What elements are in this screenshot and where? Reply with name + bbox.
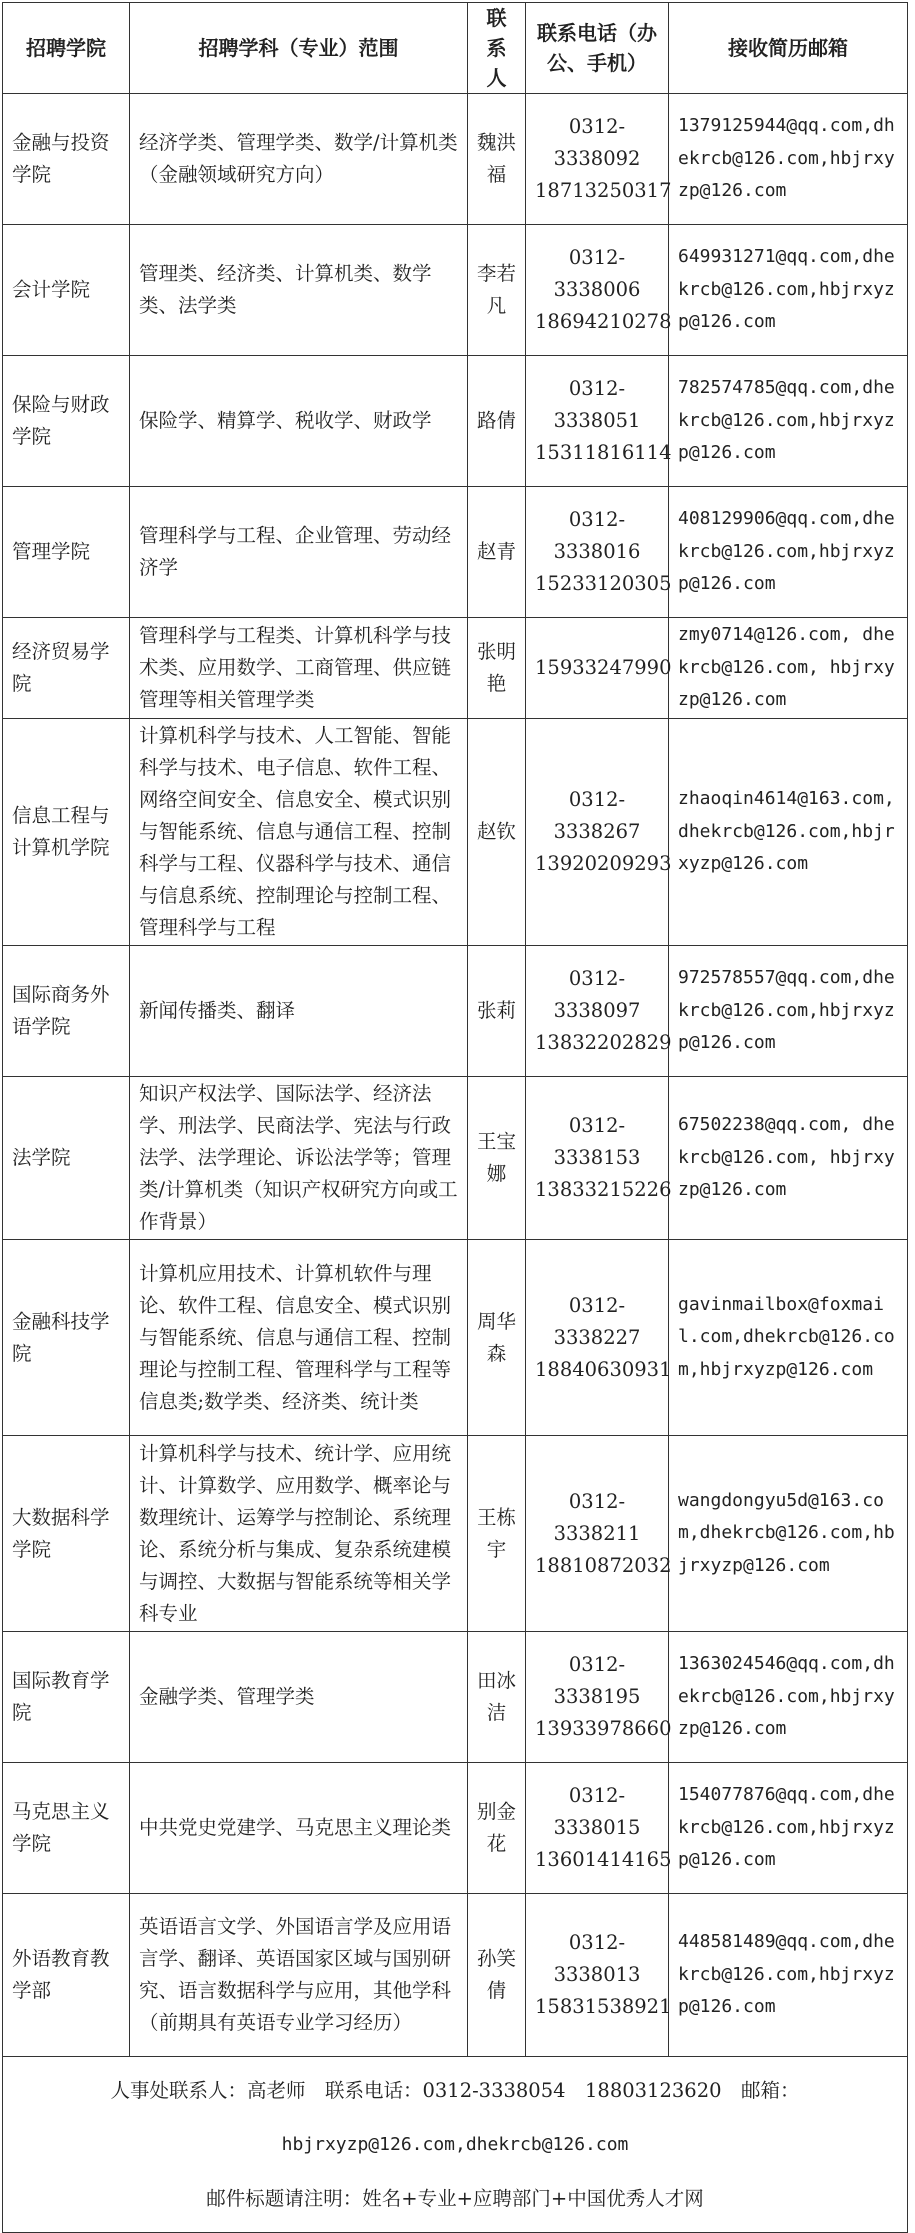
table-row [3,618,908,719]
office-phone: 0312-3338211 [553,1489,641,1545]
contact-cell: 李若凡 [468,225,526,356]
mobile-phone: 18694210278 [535,310,672,333]
college-cell: 会计学院 [3,225,130,356]
table-row [3,356,908,487]
college-cell: 保险与财政学院 [3,356,130,487]
phone-cell [526,719,672,946]
subjects-cell: 英语语言文学、外国语言学及应用语言学、翻译、英语国家区域与国别研究、语言数据科学与应用，其他学科（前期具有英语专业学习经历） [130,1894,468,2057]
subjects-cell: 经济学类、管理学类、数学/计算机类（金融领域研究方向） [130,94,468,225]
subjects-cell: 管理科学与工程、企业管理、劳动经济学 [130,487,468,618]
college-cell: 马克思主义学院 [3,1763,130,1894]
phone-cell [526,1763,672,1894]
office-phone: 0312-3338153 [553,1114,641,1169]
table-row [3,225,908,356]
mobile-phone: 13601414165 [535,1848,672,1871]
header-subjects: 招聘学科（专业）范围 [130,3,468,94]
phone-cell [526,487,672,618]
mobile-phone: 15311816114 [535,441,672,464]
phone-cell [526,225,672,356]
mobile-phone: 18840630931 [535,1357,672,1381]
subjects-cell: 新闻传播类、翻译 [130,946,468,1077]
office-phone: 0312-3338051 [553,377,641,432]
table-row [3,1632,908,1763]
office-phone: 0312-3338092 [553,115,641,170]
college-cell: 金融科技学院 [3,1240,130,1436]
contact-cell: 别金花 [468,1763,526,1894]
college-cell: 大数据科学学院 [3,1436,130,1632]
mobile-phone: 18810872032 [535,1553,672,1577]
footer-cell [3,2057,908,2233]
phone-cell [526,618,672,719]
subjects-cell: 计算机应用技术、计算机软件与理论、软件工程、信息安全、模式识别与智能系统、信息与通信工程、控制理论与控制工程、管理科学与工程等信息类;数学类、经济类、统计类 [130,1240,468,1436]
college-cell: 信息工程与计算机学院 [3,719,130,946]
table-row [3,1894,908,2057]
contact-cell: 王宝娜 [468,1077,526,1240]
phone-cell [526,1436,672,1632]
table-row [3,946,908,1077]
email-cell[interactable]: 67502238@qq.com, dhekrcb@126.com, hbjrxyzp@126.com [669,1077,908,1240]
subjects-cell: 管理科学与工程类、计算机科学与技术类、应用数学、工商管理、供应链管理等相关管理学类 [130,618,468,719]
mobile-phone: 13920209293 [535,852,672,875]
college-cell: 法学院 [3,1077,130,1240]
contact-cell: 张明艳 [468,618,526,719]
contact-cell: 赵钦 [468,719,526,946]
email-cell[interactable]: 408129906@qq.com,dhekrcb@126.com,hbjrxyzp@126.com [669,487,908,618]
office-phone: 0312-3338013 [553,1931,641,1986]
college-cell: 国际教育学院 [3,1632,130,1763]
college-cell: 经济贸易学院 [3,618,130,719]
college-cell: 金融与投资学院 [3,94,130,225]
email-cell[interactable]: 154077876@qq.com,dhekrcb@126.com,hbjrxyzp@126.com [669,1763,908,1894]
subjects-cell: 中共党史党建学、马克思主义理论类 [130,1763,468,1894]
contact-cell: 路倩 [468,356,526,487]
email-cell[interactable]: gavinmailbox@foxmail.com,dhekrcb@126.com,hbjrxyzp@126.com [669,1240,908,1436]
email-cell[interactable]: 649931271@qq.com,dhekrcb@126.com,hbjrxyzp@126.com [669,225,908,356]
contact-cell: 周华森 [468,1240,526,1436]
table-row [3,719,908,946]
office-phone: 0312-3338195 [553,1653,641,1708]
office-phone: 0312-3338097 [553,967,641,1022]
phone-cell [526,1077,672,1240]
mobile-phone: 13832202829 [535,1031,672,1054]
office-phone: 0312-3338267 [553,788,641,843]
email-cell[interactable]: 448581489@qq.com,dhekrcb@126.com,hbjrxyzp@126.com [669,1894,908,2057]
office-phone: 0312-3338016 [553,508,641,563]
table-row [3,1240,908,1436]
office-phone: 0312-3338015 [553,1784,641,1839]
header-email: 接收简历邮箱 [669,3,908,94]
footer-contact-line: 人事处联系人：高老师 联系电话：0312-3338054 18803123620 邮箱： [110,2078,800,2102]
subjects-cell: 计算机科学与技术、统计学、应用统计、计算数学、应用数学、概率论与数理统计、运筹学与控制论、系统理论、系统分析与集成、复杂系统建模与调控、大数据与智能系统等相关学科专业 [130,1436,468,1632]
mobile-phone: 15831538921 [535,1995,672,2018]
header-phone: 联系电话（办公、手机） [526,3,669,94]
phone-cell [526,356,672,487]
header-college: 招聘学院 [3,3,130,94]
email-cell[interactable]: 782574785@qq.com,dhekrcb@126.com,hbjrxyzp@126.com [669,356,908,487]
contact-cell: 赵青 [468,487,526,618]
contact-cell: 王栋宇 [468,1436,526,1632]
office-phone: 0312-3338227 [553,1293,641,1349]
subjects-cell: 金融学类、管理学类 [130,1632,468,1763]
footer-note-line: 邮件标题请注明：姓名+专业+应聘部门+中国优秀人才网 [206,2186,704,2210]
mobile-phone: 15933247990 [535,656,672,679]
mobile-phone: 13833215226 [535,1178,672,1201]
college-cell: 外语教育教学部 [3,1894,130,2057]
header-row [3,3,908,94]
phone-cell [526,1894,672,2057]
office-phone: 0312-3338006 [553,246,641,301]
header-contact: 联系人 [468,3,526,94]
email-cell[interactable]: 972578557@qq.com,dhekrcb@126.com,hbjrxyzp@126.com [669,946,908,1077]
college-cell: 管理学院 [3,487,130,618]
table-body [3,94,908,2233]
contact-cell: 魏洪福 [468,94,526,225]
contact-cell: 田冰洁 [468,1632,526,1763]
email-cell[interactable]: 1379125944@qq.com,dhekrcb@126.com,hbjrxyzp@126.com [669,94,908,225]
phone-cell [526,94,672,225]
contact-cell: 孙笑倩 [468,1894,526,2057]
phone-cell [526,1240,672,1436]
email-cell[interactable]: zmy0714@126.com, dhekrcb@126.com, hbjrxyzp@126.com [669,618,908,719]
email-cell[interactable]: wangdongyu5d@163.com,dhekrcb@126.com,hbjrxyzp@126.com [669,1436,908,1632]
subjects-cell: 管理类、经济类、计算机类、数学类、法学类 [130,225,468,356]
email-cell[interactable]: zhaoqin4614@163.com,dhekrcb@126.com,hbjrxyzp@126.com [669,719,908,946]
table-row [3,487,908,618]
contact-cell: 张莉 [468,946,526,1077]
mobile-phone: 18713250317 [535,179,672,202]
mobile-phone: 15233120305 [535,572,672,595]
footer-email-line[interactable]: hbjrxyzp@126.com,dhekrcb@126.com [281,2133,629,2155]
table-row [3,1436,908,1632]
email-cell[interactable]: 1363024546@qq.com,dhekrcb@126.com,hbjrxyzp@126.com [669,1632,908,1763]
subjects-cell: 知识产权法学、国际法学、经济法学、刑法学、民商法学、宪法与行政法学、法学理论、诉讼法学等；管理类/计算机类（知识产权研究方向或工作背景） [130,1077,468,1240]
table-row [3,94,908,225]
recruitment-table [2,2,908,2233]
college-cell: 国际商务外语学院 [3,946,130,1077]
subjects-cell: 计算机科学与技术、人工智能、智能科学与技术、电子信息、软件工程、网络空间安全、信息安全、模式识别与智能系统、信息与通信工程、控制科学与工程、仪器科学与技术、通信与信息系统、控制理论与控制工程、管理科学与工程 [130,719,468,946]
mobile-phone: 13933978660 [535,1717,672,1740]
table-row [3,1077,908,1240]
table-row [3,1763,908,1894]
phone-cell [526,1632,672,1763]
phone-cell [526,946,672,1077]
footer-row [3,2057,908,2233]
subjects-cell: 保险学、精算学、税收学、财政学 [130,356,468,487]
